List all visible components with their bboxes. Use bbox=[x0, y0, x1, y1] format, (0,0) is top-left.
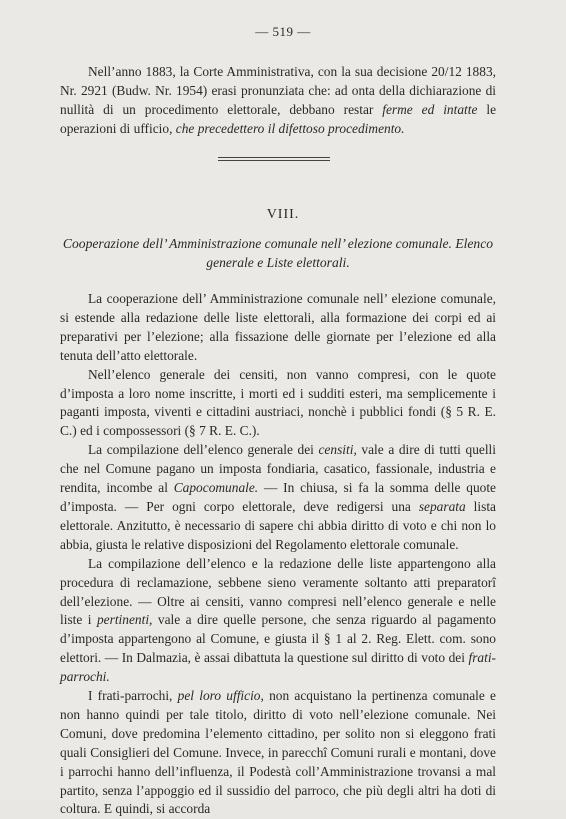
text-run: vale a dire quelle persone, che senza riguardo al pagamento d’imposta appartengono al Comune, e giusta il § 1 al 2. Reg. Elett. com. sono elettori. — In Dalmazia, è assai dibattuta la questione sul diritto di voto dei bbox=[60, 612, 496, 666]
text-run: La compilazione dell’elenco generale dei bbox=[88, 442, 319, 458]
body-paragraph-1 bbox=[60, 290, 496, 366]
page-number: — 519 — bbox=[255, 24, 311, 39]
body-paragraph-2 bbox=[60, 366, 496, 442]
italic-text-run: pel loro ufficio, bbox=[177, 688, 264, 704]
text-run: La cooperazione dell’ Amministrazione comunale nell’ elezione comunale, si estende alla redazione delle liste elettorali, alla formazione dei corpi ed ai preparativi per l’elezione; alla fissazione delle giornate per l’elezione ed alla tenuta dell’atto elettorale. bbox=[60, 291, 496, 363]
intro-paragraph bbox=[60, 63, 496, 139]
body-paragraph-4 bbox=[60, 555, 496, 687]
text-run: Nell’elenco generale dei censiti, non vanno compresi, con le quote d’imposta a loro nome inscritte, i morti ed i sudditi esteri, ma semplicemente i paganti imposta, viventi e cittadini austriaci, nonchè i pubblici fondi (§ 5 R. E. C.) ed i compossessori (§ 7 R. E. C.). bbox=[60, 366, 496, 439]
section-number: VIII. bbox=[266, 207, 300, 222]
text-run: lista elettorale. Anzitutto, è necessario di sapere chi abbia diritto di voto e chi non lo abbia, giusta le relative disposizioni del Regolamento elettorale comunale. bbox=[60, 498, 496, 552]
italic-text-run: separata bbox=[418, 498, 466, 514]
text-run: — In chiusa, si fa la somma delle quote d’imposta. — Per ogni corpo elettorale, deve redigersi una bbox=[60, 480, 497, 514]
separator-line-bottom bbox=[218, 160, 330, 161]
section-title: Cooperazione dell’ Amministrazione comunale nell’ elezione comunale. Elenco generale e Liste elettorali. bbox=[62, 236, 494, 270]
italic-text-run: che precedettero il difettoso procedimento. bbox=[175, 120, 405, 136]
text-run: I frati-parrochi, bbox=[88, 688, 178, 704]
italic-text-run: ferme ed intatte bbox=[382, 101, 478, 117]
italic-text-run: frati-parrochi. bbox=[60, 650, 496, 685]
italic-text-run: censiti, bbox=[318, 442, 357, 458]
body-paragraph-3 bbox=[60, 441, 496, 554]
intro-text-block bbox=[60, 63, 496, 139]
body-paragraph-5 bbox=[60, 687, 496, 819]
text-run: vale a dire di tutti quelli che nel Comune pagano un imposta fondiaria, casatico, fassionale, industria e rendita, incombe al bbox=[60, 442, 496, 496]
text-run: La compilazione dell’elenco e la redazione delle liste appartengono alla procedura di reclamazione, sebbene sieno veramente soltanto atti preparatorî dell’elezione. — Oltre ai censiti, vanno compresi nell’elenco generale e nelle liste i bbox=[60, 555, 496, 628]
italic-text-run: Capocomunale. bbox=[173, 480, 259, 496]
section-separator-rule bbox=[218, 157, 330, 161]
section-body bbox=[60, 290, 496, 819]
italic-text-run: pertinenti, bbox=[96, 612, 153, 628]
text-run: le operazioni di ufficio, bbox=[60, 101, 497, 136]
separator-line-top bbox=[218, 157, 330, 158]
text-run: non acquistano la pertinenza comunale e non hanno quindi per tale titolo, diritto di voto nell’elezione comunale. Nei Comuni, dove predomina l’elemento cittadino, per solito non si eleggono frati quali Consiglieri del Comune. Invece, in parecchî Comuni rurali e montani, dove i parrochi hanno dell’influenza, il Podestà coll’Amministrazione trovansi a mal partito, senza l’appoggio ed il sussidio del parroco, che più degli altri ha doti di coltura. E quindi, si accorda bbox=[60, 688, 496, 817]
text-run: Nell’anno 1883, la Corte Amministrativa, con la sua decisione 20/12 1883, Nr. 2921 (Budw. Nr. 1954) erasi pronunziata che: ad onta della dichiarazione di nullità di un procedimento elettorale, debbano restar bbox=[60, 64, 496, 117]
